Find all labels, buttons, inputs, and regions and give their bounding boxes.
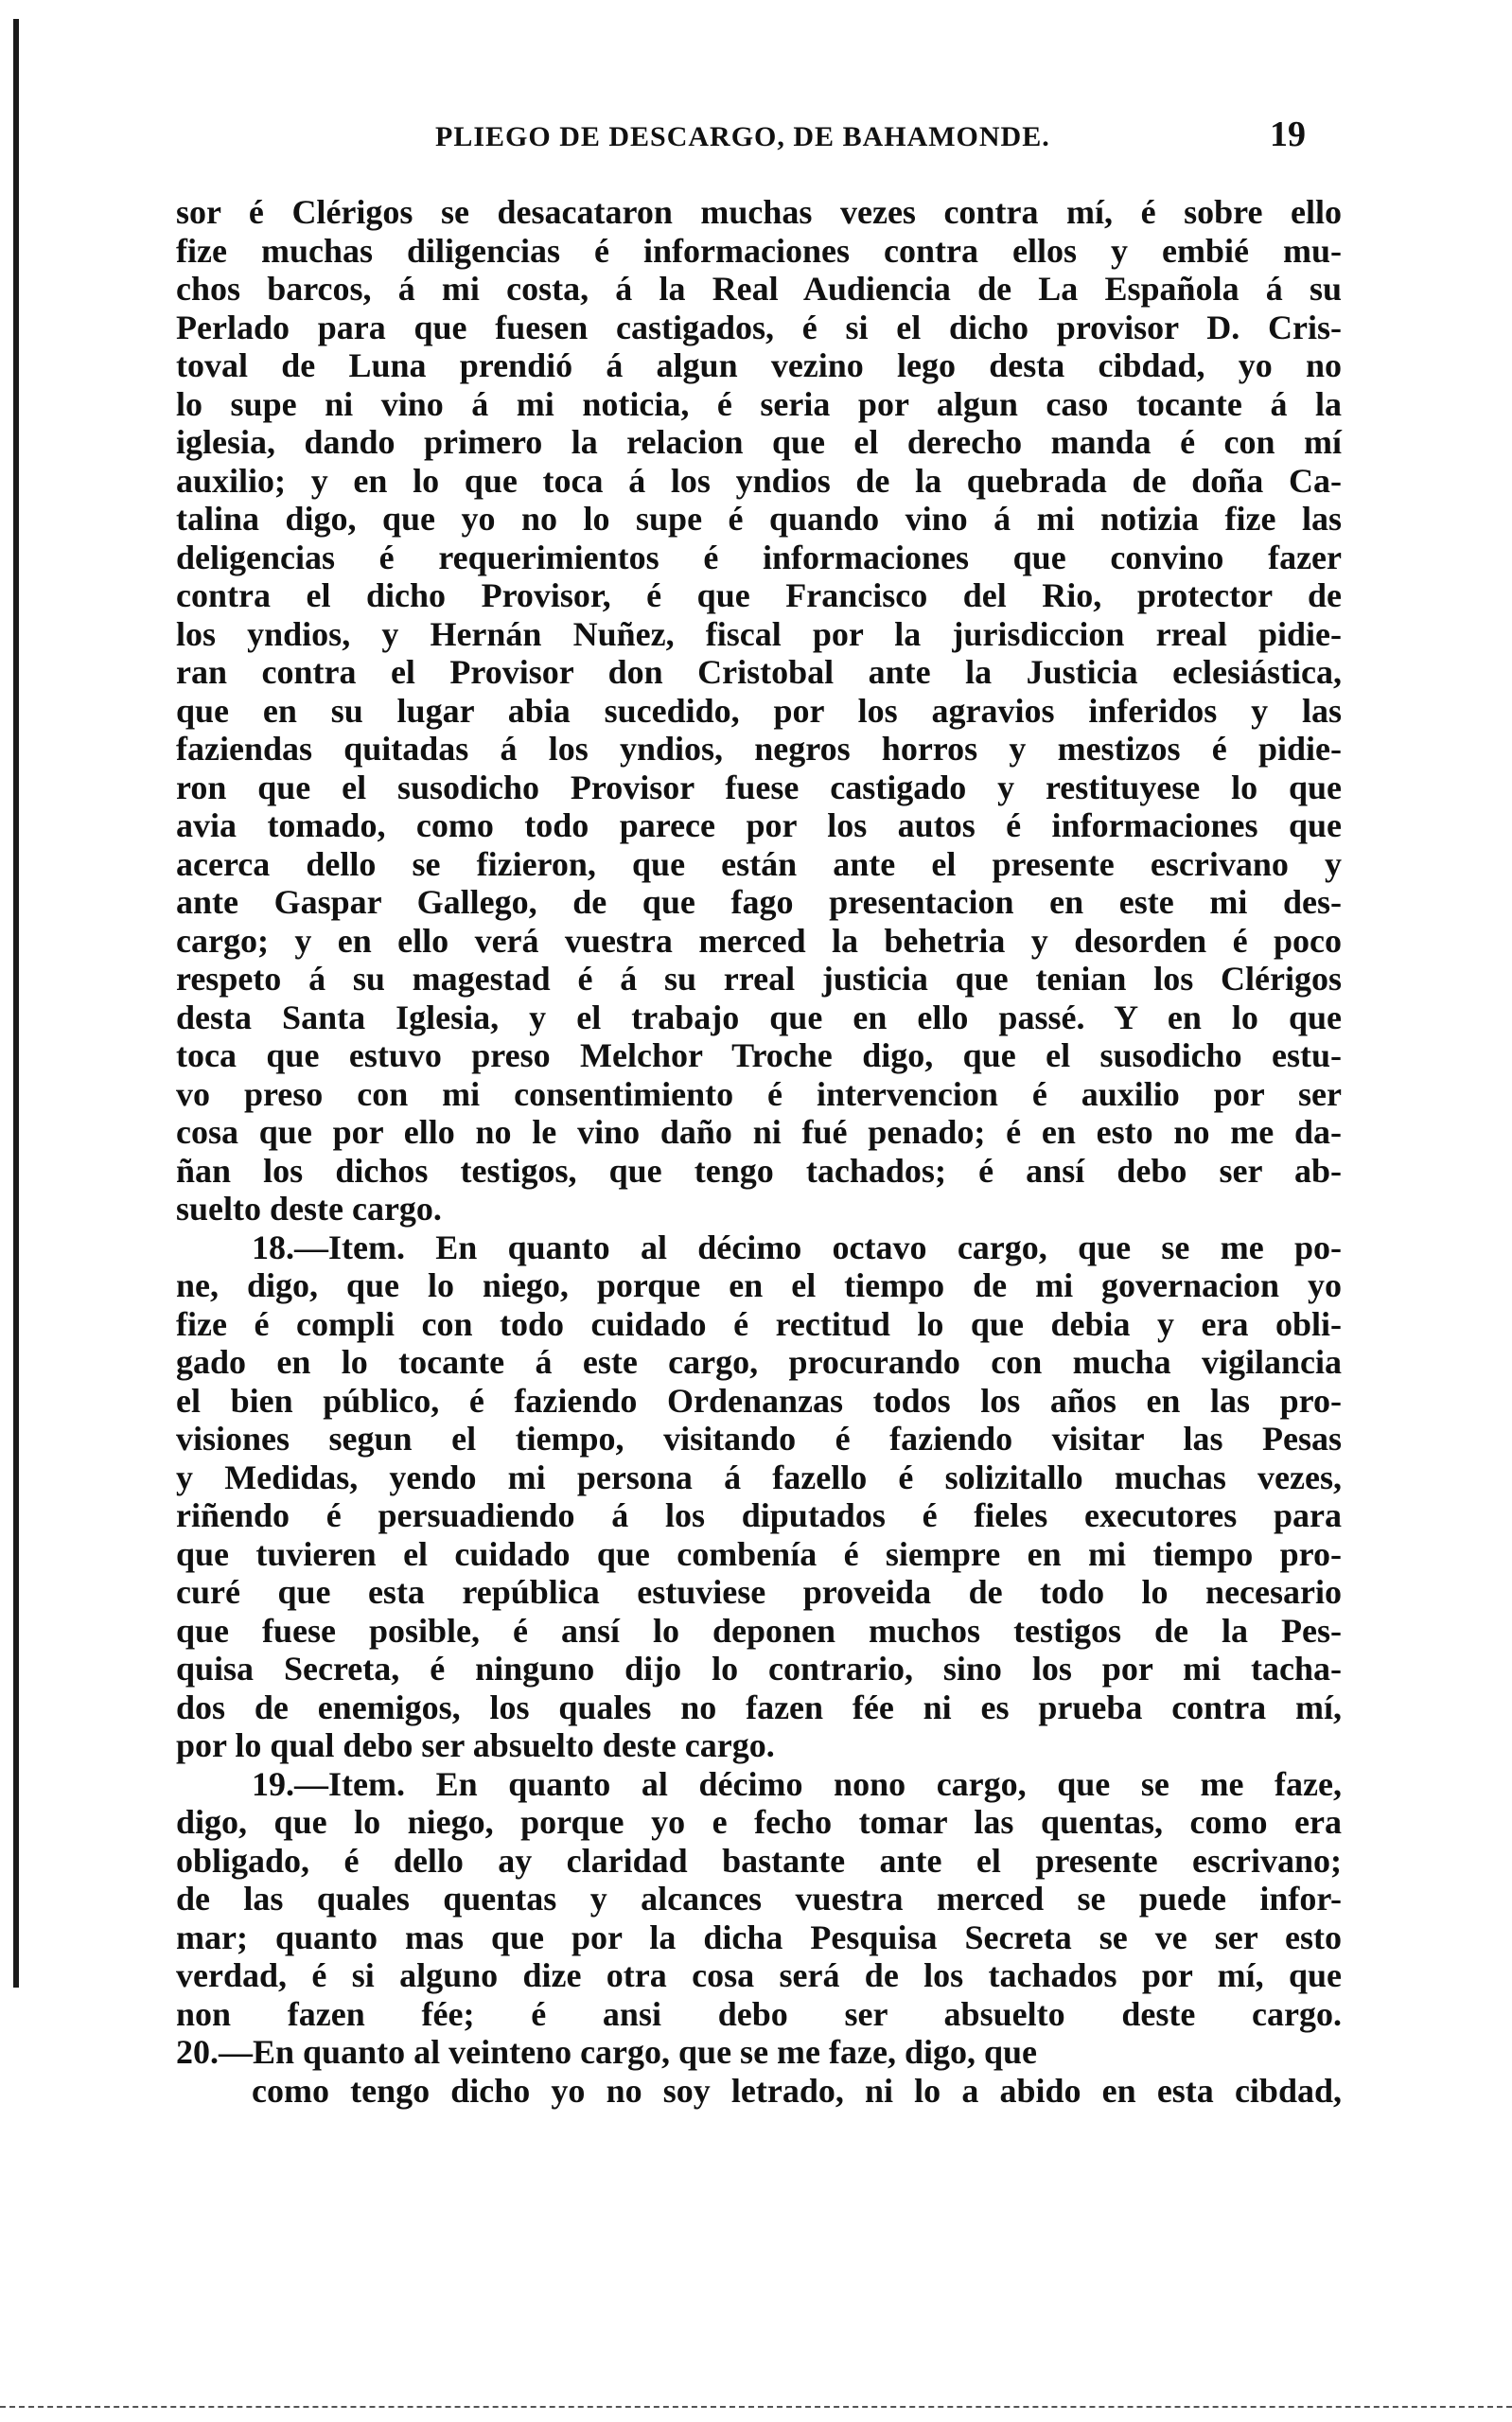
text-line: cosa que por ello no le vino daño ni fué penado; é en esto no me da- — [176, 1113, 1342, 1151]
body-text — [176, 193, 1342, 2148]
text-line: ran contra el Provisor don Cristobal ante la Justicia eclesiástica, — [176, 653, 1342, 691]
text-line: por lo qual debo ser absuelto deste cargo. — [176, 1726, 775, 1764]
text-line: el bien público, é faziendo Ordenanzas todos los años en las pro- — [176, 1381, 1342, 1420]
page-number: 19 — [1270, 115, 1306, 154]
text-line: ñan los dichos testigos, que tengo tachados; é ansí debo ser ab- — [176, 1151, 1342, 1190]
text-line: faziendas quitadas á los yndios, negros horros y mestizos é pidie- — [176, 730, 1342, 768]
text-line: gado en lo tocante á este cargo, procurando con mucha vigilancia — [176, 1343, 1342, 1381]
text-line: respeto á su magestad é á su rreal justicia que tenian los Clérigos — [176, 960, 1342, 998]
text-line: desta Santa Iglesia, y el trabajo que en ello passé. Y en lo que — [176, 998, 1342, 1036]
text-line: digo, que lo niego, porque yo e fecho tomar las quentas, como era — [176, 1803, 1342, 1841]
text-line: non fazen fée; é ansi debo ser absuelto deste cargo. — [176, 1994, 1342, 2033]
text-line: ne, digo, que lo niego, porque en el tiempo de mi governacion yo — [176, 1266, 1342, 1304]
text-line: toca que estuvo preso Melchor Troche digo, que el susodicho estu- — [176, 1036, 1342, 1074]
text-line: cargo; y en ello verá vuestra merced la behetria y desorden é poco — [176, 921, 1342, 960]
text-line: chos barcos, á mi costa, á la Real Audiencia de La Española á su — [176, 270, 1342, 308]
text-line: avia tomado, como todo parece por los autos é informaciones que — [176, 806, 1342, 844]
text-line: iglesia, dando primero la relacion que el derecho manda é con mí — [176, 423, 1342, 461]
text-line: de las quales quentas y alcances vuestra merced se puede infor- — [176, 1880, 1342, 1918]
text-line: fize é compli con todo cuidado é rectitud lo que debia y era obli- — [176, 1304, 1342, 1343]
text-line: 20.—En quanto al veinteno cargo, que se me faze, digo, que — [176, 2033, 1038, 2071]
text-line: y Medidas, yendo mi persona á fazello é solizitallo muchas vezes, — [176, 1458, 1342, 1496]
text-line: que tuvieren el cuidado que combenía é siempre en mi tiempo pro- — [176, 1534, 1342, 1573]
text-line: Perlado para que fuesen castigados, é si el dicho provisor D. Cris- — [176, 308, 1342, 346]
text-line: mar; quanto mas que por la dicha Pesquisa Secreta se ve ser esto — [176, 1918, 1342, 1956]
text-line: los yndios, y Hernán Nuñez, fiscal por la jurisdiccion rreal pidie- — [176, 614, 1342, 653]
text-line: contra el dicho Provisor, é que Francisco del Rio, protector de — [176, 576, 1342, 614]
paragraph-start-line: 19.—Item. En quanto al décimo nono cargo, que se me faze, — [252, 1764, 1342, 1803]
text-line: fize muchas diligencias é informaciones contra ellos y embié mu- — [176, 231, 1342, 270]
text-line: que en su lugar abia sucedido, por los agravios inferidos y las — [176, 691, 1342, 730]
running-head: PLIEGO DE DESCARGO, DE BAHAMONDE. — [435, 121, 1050, 152]
text-line: acerca dello se fizieron, que están ante el presente escrivano y — [176, 844, 1342, 883]
text-line: ante Gaspar Gallego, de que fago presentacion en este mi des- — [176, 883, 1342, 921]
text-line: visiones segun el tiempo, visitando é faziendo visitar las Pesas — [176, 1420, 1342, 1458]
paragraph-start-line: 18.—Item. En quanto al décimo octavo cargo, que se me po- — [252, 1228, 1342, 1266]
text-line: riñendo é persuadiendo á los diputados é fieles executores para — [176, 1496, 1342, 1534]
text-line: auxilio; y en lo que toca á los yndios de la quebrada de doña Ca- — [176, 461, 1342, 500]
text-line: curé que esta república estuviese proveida de todo lo necesario — [176, 1573, 1342, 1611]
text-line — [176, 2110, 1342, 2148]
text-line: toval de Luna prendió á algun vezino lego desta cibdad, yo no — [176, 346, 1342, 384]
text-line: deligencias é requerimientos é informaciones que convino fazer — [176, 538, 1342, 576]
text-line: sor é Clérigos se desacataron muchas vezes contra mí, é sobre ello — [176, 193, 1342, 231]
scan-edge-shadow — [13, 19, 19, 1988]
text-line: talina digo, que yo no lo supe é quando vino á mi notizia fize las — [176, 500, 1342, 538]
text-line: obligado, é dello ay claridad bastante ante el presente escrivano; — [176, 1841, 1342, 1880]
text-line: vo preso con mi consentimiento é intervencion é auxilio por ser — [176, 1074, 1342, 1113]
bottom-scan-rule — [0, 2406, 1512, 2408]
paragraph-start-line: como tengo dicho yo no soy letrado, ni lo a abido en esta cibdad, — [252, 2071, 1342, 2110]
text-line: suelto deste cargo. — [176, 1190, 442, 1228]
text-line: ron que el susodicho Provisor fuese castigado y restituyese lo que — [176, 768, 1342, 806]
page-header — [180, 112, 1315, 159]
text-line: quisa Secreta, é ninguno dijo lo contrario, sino los por mi tacha- — [176, 1650, 1342, 1688]
text-line: que fuese posible, é ansí lo deponen muchos testigos de la Pes- — [176, 1611, 1342, 1650]
text-line: verdad, é si alguno dize otra cosa será de los tachados por mí, que — [176, 1956, 1342, 1994]
text-line: lo supe ni vino á mi noticia, é seria por algun caso tocante á la — [176, 384, 1342, 423]
text-line: dos de enemigos, los quales no fazen fée ni es prueba contra mí, — [176, 1688, 1342, 1726]
